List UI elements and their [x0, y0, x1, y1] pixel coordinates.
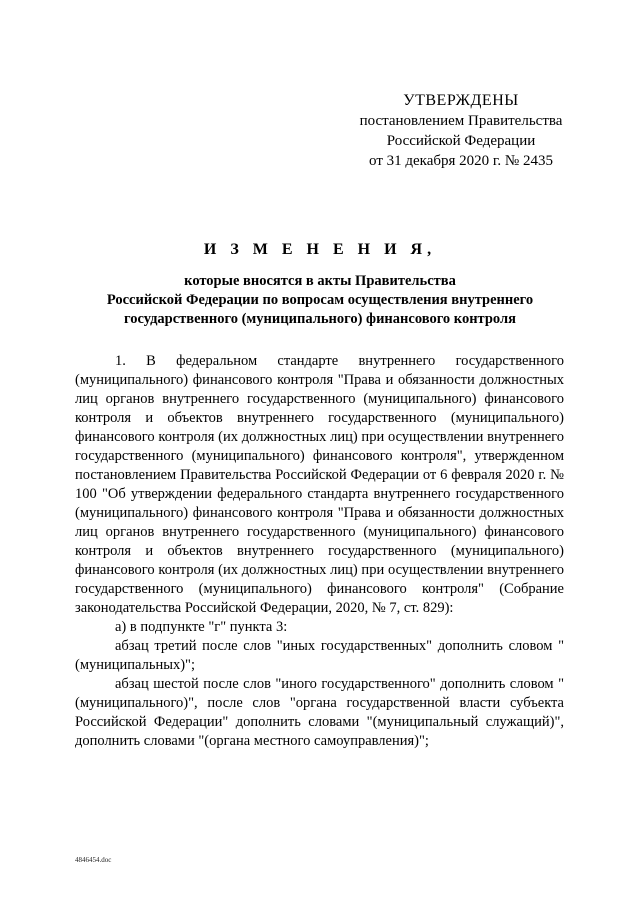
title-subtitle	[72, 272, 568, 329]
paragraph-4: абзац шестой после слов "иного государственного" дополнить словом "(муниципального)", после слов "органа государственной власти субъекта Российской Федерации" дополнить словами "(муниципальный служащий)", дополнить словами "(органа местного самоуправления)";	[75, 676, 564, 749]
footer-doc-id: 4846454.doc	[75, 856, 112, 864]
approval-line-1: постановлением Правительства	[359, 113, 563, 129]
subtitle-line-2: Российской Федерации по вопросам осуществления внутреннего	[106, 292, 534, 308]
approval-line-3: от 31 декабря 2020 г. № 2435	[369, 153, 553, 169]
subtitle-line-3: государственного (муниципального) финансового контроля	[124, 311, 516, 327]
paragraph-1: 1. В федеральном стандарте внутреннего государственного (муниципального) финансового контроля "Права и обязанности должностных лиц органов внутреннего государственного (муниципального) финансового контроля и объектов внутреннего государственного (муниципального) финансового контроля (их должностных лиц) при осуществлении внутреннего государственного (муниципального) финансового контроля", утвержденном постановлением Правительства Российской Федерации от 6 февраля 2020 г. № 100 "Об утверждении федерального стандарта внутреннего государственного (муниципального) финансового контроля "Права и обязанности должностных лиц органов внутреннего государственного (муниципального) финансового контроля и объектов внутреннего государственного (муниципального) финансового контроля (их должностных лиц) при осуществлении внутреннего государственного (муниципального) финансового контроля" (Собрание законодательства Российской Федерации, 2020, № 7, ст. 829):	[75, 353, 564, 616]
subtitle-line-1: которые вносятся в акты Правительства	[184, 273, 456, 289]
approval-stamp	[330, 91, 592, 171]
approval-heading: УТВЕРЖДЕНЫ	[403, 92, 519, 109]
paragraph-2: а) в подпункте "г" пункта 3:	[115, 619, 288, 635]
document-title	[72, 240, 568, 329]
document-body	[75, 352, 564, 751]
paragraph-3: абзац третий после слов "иных государственных" дополнить словом "(муниципальных)";	[75, 638, 564, 673]
title-heading: И З М Е Н Е Н И Я,	[203, 241, 437, 258]
approval-line-2: Российской Федерации	[386, 133, 536, 149]
